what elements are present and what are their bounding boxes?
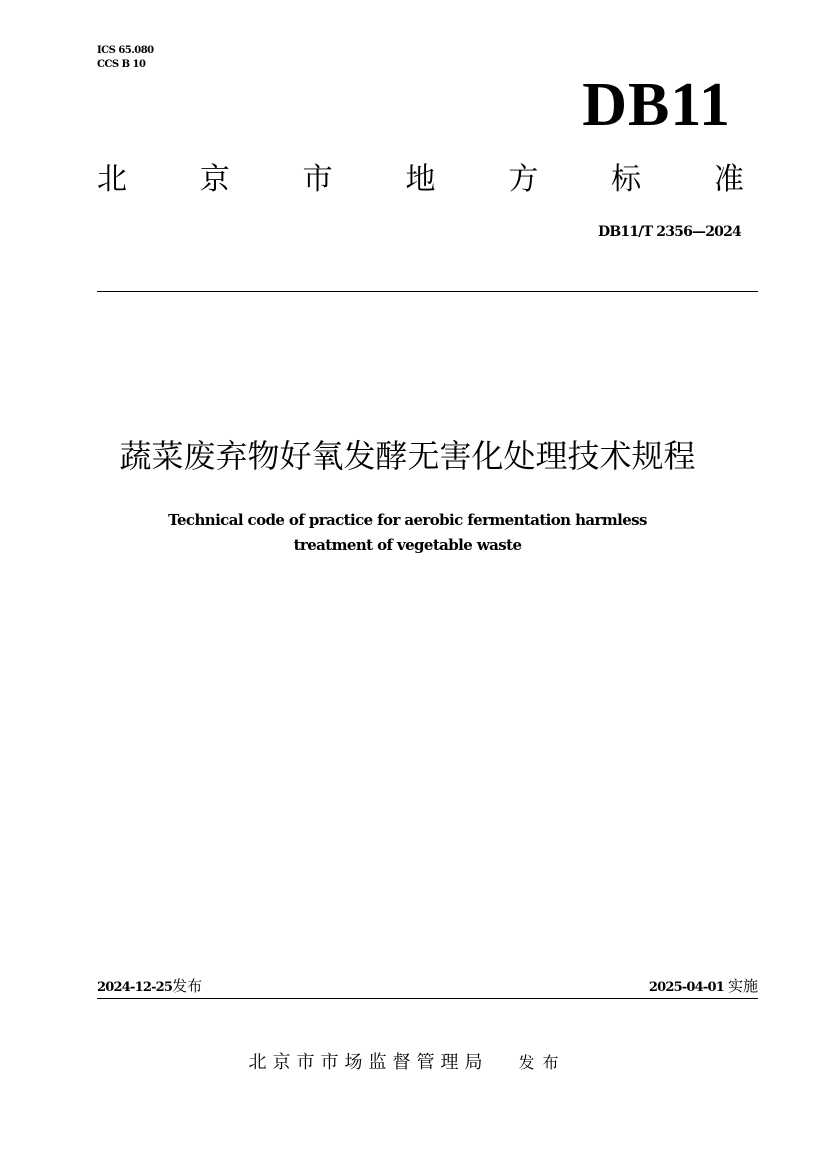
standard-type-char: 市 bbox=[302, 162, 333, 197]
implement-date: 2025-04-01 bbox=[648, 980, 724, 995]
document-title-cn: 蔬菜废弃物好氧发酵无害化处理技术规程 bbox=[119, 437, 696, 475]
standard-type-char: 地 bbox=[405, 162, 436, 197]
publish-date: 2024-12-25 bbox=[97, 980, 173, 995]
title-en-line-2: treatment of vegetable waste bbox=[293, 536, 522, 554]
standard-type-char: 北 bbox=[97, 162, 127, 197]
standard-type-char: 标 bbox=[611, 162, 642, 197]
document-title-en bbox=[0, 508, 815, 558]
ccs-code: CCS B 10 bbox=[97, 59, 146, 70]
header-divider bbox=[97, 291, 758, 292]
standard-type-char: 方 bbox=[508, 162, 539, 197]
publish-label: 发布 bbox=[172, 977, 203, 995]
publisher-line bbox=[0, 1050, 815, 1076]
implement-date-block bbox=[649, 975, 758, 996]
publisher-action: 发布 bbox=[518, 1053, 567, 1072]
standard-type-title bbox=[97, 160, 744, 200]
db11-logo: DB11 bbox=[582, 71, 731, 139]
standard-type-char: 京 bbox=[199, 162, 230, 197]
publish-date-block bbox=[97, 975, 202, 996]
title-en-line-1: Technical code of practice for aerobic fermentation harmless bbox=[168, 511, 647, 529]
standard-type-char: 准 bbox=[713, 162, 744, 197]
implement-label: 实施 bbox=[727, 977, 758, 995]
publisher-organization: 北京市市场监督管理局 bbox=[248, 1052, 489, 1073]
dates-row bbox=[97, 976, 758, 999]
standard-number: DB11/T 2356—2024 bbox=[598, 224, 741, 240]
classification-codes bbox=[97, 44, 154, 72]
ics-code: ICS 65.080 bbox=[97, 45, 154, 56]
